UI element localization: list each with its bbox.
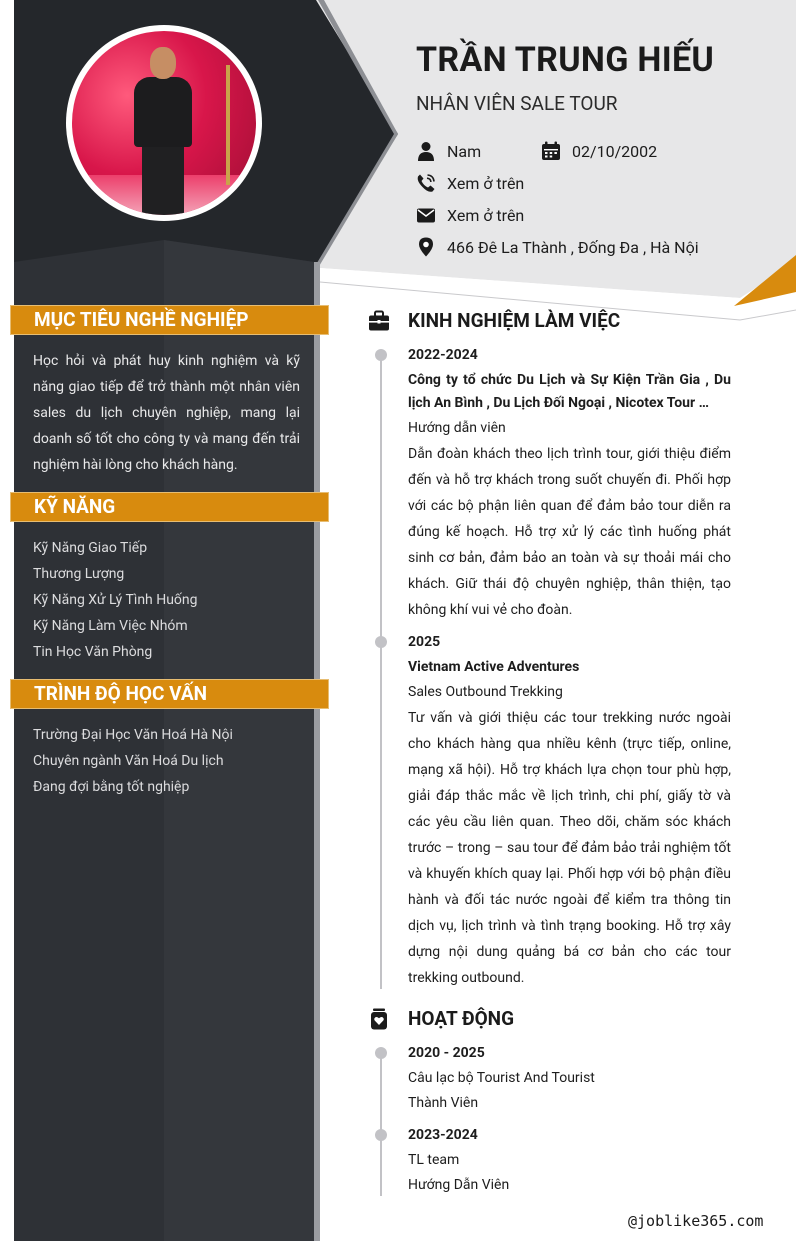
education-list bbox=[33, 722, 303, 800]
entry-company: Vietnam Active Adventures bbox=[408, 659, 580, 675]
objective-heading: MỤC TIÊU NGHỀ NGHIỆP bbox=[10, 305, 329, 335]
calendar-icon bbox=[541, 141, 561, 161]
experience-entry bbox=[408, 346, 731, 623]
entry-organization: TL team bbox=[408, 1152, 460, 1168]
phone-value: Xem ở trên bbox=[447, 173, 525, 193]
activities-heading: HOẠT ĐỘNG bbox=[368, 1007, 514, 1030]
list-item: Kỹ Năng Giao Tiếp bbox=[33, 540, 148, 556]
timeline-dot bbox=[375, 636, 387, 648]
timeline-dot bbox=[375, 1129, 387, 1141]
entry-years: 2025 bbox=[408, 634, 441, 650]
heart-jar-icon bbox=[368, 1008, 390, 1030]
experience-heading: KINH NGHIỆM LÀM VIỆC bbox=[368, 309, 620, 332]
entry-position: Hướng dẫn viên bbox=[408, 420, 506, 436]
entry-description: Tư vấn và giới thiệu các tour trekking nước ngoài cho khách hàng qua nhiều kênh (trực tiếp, online, mạng xã hội). Hỗ trợ khách lựa chọn tour phù hợp, giải đáp thắc mắc về lịch trình, chi phí, giấy tờ và các yêu cầu liên quan. Theo dõi, chăm sóc khách trước – trong – sau tour để đảm bảo trải nghiệm tốt và khuyến khích quay lại. Phối hợp với bộ phận điều hành và đối tác nước ngoài để kiểm tra thông tin dịch vụ, lịch trình và tình trạng booking. Hỗ trợ xây dựng nội dung quảng bá cơ bản cho các tour trekking outbound. bbox=[408, 710, 731, 986]
candidate-title: NHÂN VIÊN SALE TOUR bbox=[416, 92, 618, 115]
gender-value: Nam bbox=[447, 141, 482, 161]
phone-row bbox=[416, 173, 524, 193]
user-icon bbox=[416, 141, 436, 161]
birthdate-value: 02/10/2002 bbox=[572, 141, 658, 161]
birthdate-row bbox=[541, 141, 657, 161]
site-watermark: @joblike365.com bbox=[628, 1212, 764, 1230]
list-item: Thương Lượng bbox=[33, 566, 125, 582]
gender-row bbox=[416, 141, 481, 161]
experience-timeline bbox=[380, 352, 382, 989]
address-value: 466 Đê La Thành , Đống Đa , Hà Nội bbox=[447, 237, 699, 257]
entry-role: Hướng Dẫn Viên bbox=[408, 1177, 510, 1193]
list-item: Kỹ Năng Xử Lý Tình Huống bbox=[33, 592, 198, 608]
entry-position: Sales Outbound Trekking bbox=[408, 684, 563, 700]
entry-organization: Câu lạc bộ Tourist And Tourist bbox=[408, 1070, 595, 1086]
skills-heading: KỸ NĂNG bbox=[10, 492, 329, 522]
skills-list bbox=[33, 535, 303, 665]
phone-icon bbox=[416, 173, 436, 193]
entry-years: 2022-2024 bbox=[408, 347, 478, 363]
entry-description: Dẫn đoàn khách theo lịch trình tour, giới thiệu điểm đến và hỗ trợ khách trong suốt chuyến đi. Phối hợp với các bộ phận liên quan để đảm bảo tour diễn ra đúng kế hoạch. Hỗ trợ xử lý các tình huống phát sinh cơ bản, đảm bảo an toàn và sự thoải mái cho khách. Giữ thái độ chuyên nghiệp, thân thiện, tạo không khí vui vẻ cho đoàn. bbox=[408, 446, 731, 618]
envelope-icon bbox=[416, 205, 436, 225]
objective-text: Học hỏi và phát huy kinh nghiệm và kỹ năng giao tiếp để trở thành một nhân viên sales du lịch chuyên nghiệp, mang lại doanh số tốt cho công ty và mang đến trải nghiệm hài lòng cho khách hàng. bbox=[33, 353, 300, 473]
profile-photo bbox=[66, 25, 262, 221]
entry-years: 2020 - 2025 bbox=[408, 1045, 485, 1061]
list-item: Tin Học Văn Phòng bbox=[33, 644, 153, 660]
activity-entry bbox=[408, 1126, 731, 1198]
email-value: Xem ở trên bbox=[447, 205, 525, 225]
entry-role: Thành Viên bbox=[408, 1095, 479, 1111]
education-heading: TRÌNH ĐỘ HỌC VẤN bbox=[10, 679, 329, 709]
list-item: Kỹ Năng Làm Việc Nhóm bbox=[33, 618, 188, 634]
activities-timeline bbox=[380, 1050, 382, 1196]
entry-company: Công ty tổ chức Du Lịch và Sự Kiện Trần Gia , Du lịch An Bình , Du Lịch Đối Ngoại , Nicotex Tour … bbox=[408, 372, 731, 411]
candidate-name: TRẦN TRUNG HIẾU bbox=[416, 40, 715, 80]
activity-entry bbox=[408, 1044, 731, 1116]
list-item: Chuyên ngành Văn Hoá Du lịch bbox=[33, 753, 224, 769]
list-item: Trường Đại Học Văn Hoá Hà Nội bbox=[33, 727, 233, 743]
timeline-dot bbox=[375, 1047, 387, 1059]
experience-entry bbox=[408, 633, 731, 991]
timeline-dot bbox=[375, 349, 387, 361]
map-pin-icon bbox=[416, 237, 436, 257]
email-row bbox=[416, 205, 524, 225]
list-item: Đang đợi bằng tốt nghiệp bbox=[33, 779, 190, 795]
address-row bbox=[416, 237, 699, 257]
entry-years: 2023-2024 bbox=[408, 1127, 478, 1143]
briefcase-icon bbox=[368, 310, 390, 332]
